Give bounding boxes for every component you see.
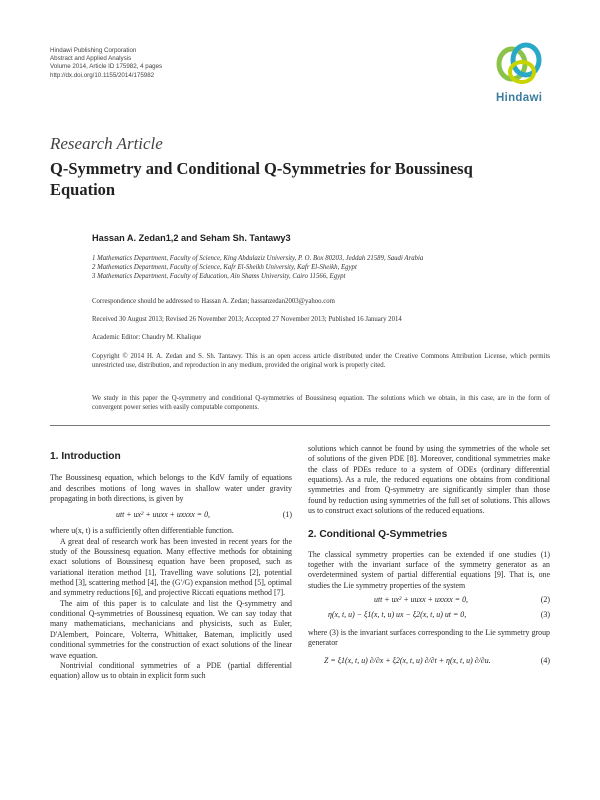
equation-1-row	[50, 504, 292, 526]
section2-paragraph-2: where (3) is the invariant surfaces corresponding to the Lie symmetry group generator	[308, 628, 550, 648]
volume-info: Volume 2014, Article ID 175982, 4 pages	[50, 63, 163, 71]
copyright-notice: Copyright © 2014 H. A. Zedan and S. Sh. Tantawy. This is an open access article distributed under the Creative Commons Attribution License, which permits unrestricted use, distribution, and reproduction in any medium, provided the original work is properly cited.	[92, 353, 550, 369]
intro-paragraph-2: A great deal of research work has been invested in recent years for the study of the Boussinesq equation. Many effective methods for obtaining exact solutions of Boussinesq equation have been proposed, such as variational iteration method [1], Travelling wave solutions [2], potential method [3], scattering method [4], the (G′/G) expansion method [5], optimal and symmetry reductions [6], and projective Riccati equations method [7].	[50, 536, 292, 598]
intro-paragraph-4: Nontrivial conditional symmetries of a PDE (partial differential equation) allow us to obtain in explicit form such	[50, 660, 292, 681]
affiliation-3: 3 Mathematics Department, Faculty of Education, Ain Shams University, Cairo 11566, Egypt	[92, 273, 346, 280]
hindawi-logo-text: Hindawi	[496, 92, 543, 104]
section2-paragraph-1: The classical symmetry properties can be extended if one studies (1) together with the invariant surface of the symmetry generator as an overdetermined system of partial differential equations [9]. That is, one studies the Lie symmetry properties of the system	[308, 549, 550, 590]
equation-3-number: (3)	[540, 610, 550, 620]
doi-link[interactable]: http://dx.doi.org/10.1155/2014/175982	[50, 71, 155, 79]
section-heading-introduction: 1. Introduction	[50, 451, 121, 462]
article-title: Q-Symmetry and Conditional Q-Symmetries for Boussinesq Equation	[50, 159, 473, 199]
intro-paragraph-3: The aim of this paper is to calculate and list the Q-symmetry and conditional Q-symmetries of Boussinesq equation. We can say today that many mathematicians, mechanicians and physicists, such as Euler, D'Alembert, Poincare, Volterra, Whittaker, Bateman, implicitly used conditional symmetries for the construction of exact solutions of the linear wave equation.	[50, 598, 292, 660]
divider	[50, 425, 550, 426]
right-column	[308, 444, 550, 671]
affiliations	[92, 254, 550, 281]
equation-3-row	[308, 610, 550, 628]
equation-2: utt + ux² + uuxx + uxxxx = 0,	[374, 595, 468, 605]
equation-1: utt + ux² + uuxx + uxxxx = 0,	[116, 510, 210, 520]
intro-paragraph-1b: where u(x, t) is a sufficiently often differentiable function.	[50, 526, 234, 536]
article-type: Research Article	[50, 134, 163, 153]
intro-paragraph-1: The Boussinesq equation, which belongs to the KdV family of equations and describes motions of long waves in shallow water under gravity propagating in both directions, is given by	[50, 473, 292, 504]
journal-name: Abstract and Applied Analysis	[50, 55, 132, 63]
academic-editor: Academic Editor: Chaudry M. Khalique	[92, 334, 202, 341]
publisher-name: Hindawi Publishing Corporation	[50, 47, 137, 54]
journal-header	[50, 47, 162, 80]
equation-2-row	[308, 591, 550, 610]
affiliation-1: 1 Mathematics Department, Faculty of Science, King Abdulaziz University, P. O. Box 80203, Jeddah 21589, Saudi Arabia	[92, 255, 424, 262]
abstract: We study in this paper the Q-symmetry and conditional Q-symmetries of Boussinesq equation. The solutions which we obtain, in this case, are in the form of convergent power series with easily computable components.	[92, 395, 550, 411]
equation-4-number: (4)	[540, 655, 550, 665]
correspondence: Correspondence should be addressed to Hassan A. Zedan; hassanzedan2003@yahoo.com	[92, 298, 335, 305]
equation-3: η(x, t, u) − ξ1(x, t, u) ux − ξ2(x, t, u) ut = 0,	[328, 610, 467, 620]
intro-paragraph-4-continued: solutions which cannot be found by using the symmetries of the whole set of solutions of the given PDE [8]. Moreover, conditional symmetries make the class of PDEs reduce to a system of ODEs (ordinary differential equations). As a rule, the reduced equations one obtains from conditional symmetries and from Q-symmetry are significantly simpler than those found by reduction using symmetries of the full set of solutions. This allows us to construct exact solutions of the reduced equations.	[308, 444, 550, 516]
equation-4: Z = ξ1(x, t, u) ∂/∂x + ξ2(x, t, u) ∂/∂t + η(x, t, u) ∂/∂u.	[324, 655, 491, 665]
equation-2-number: (2)	[540, 595, 550, 605]
authors: Hassan A. Zedan1,2 and Seham Sh. Tantawy3	[92, 233, 291, 243]
section-heading-conditional-q-symmetries: 2. Conditional Q-Symmetries	[308, 529, 448, 541]
affiliation-2: 2 Mathematics Department, Faculty of Science, Kafr El-Sheikh University, Kafr El-Sheikh, Egypt	[92, 264, 357, 271]
left-column	[50, 451, 292, 682]
publication-dates: Received 30 August 2013; Revised 26 November 2013; Accepted 27 November 2013; Published 16 January 2014	[92, 316, 402, 323]
equation-1-number: (1)	[282, 510, 292, 520]
equation-4-row	[308, 649, 550, 671]
